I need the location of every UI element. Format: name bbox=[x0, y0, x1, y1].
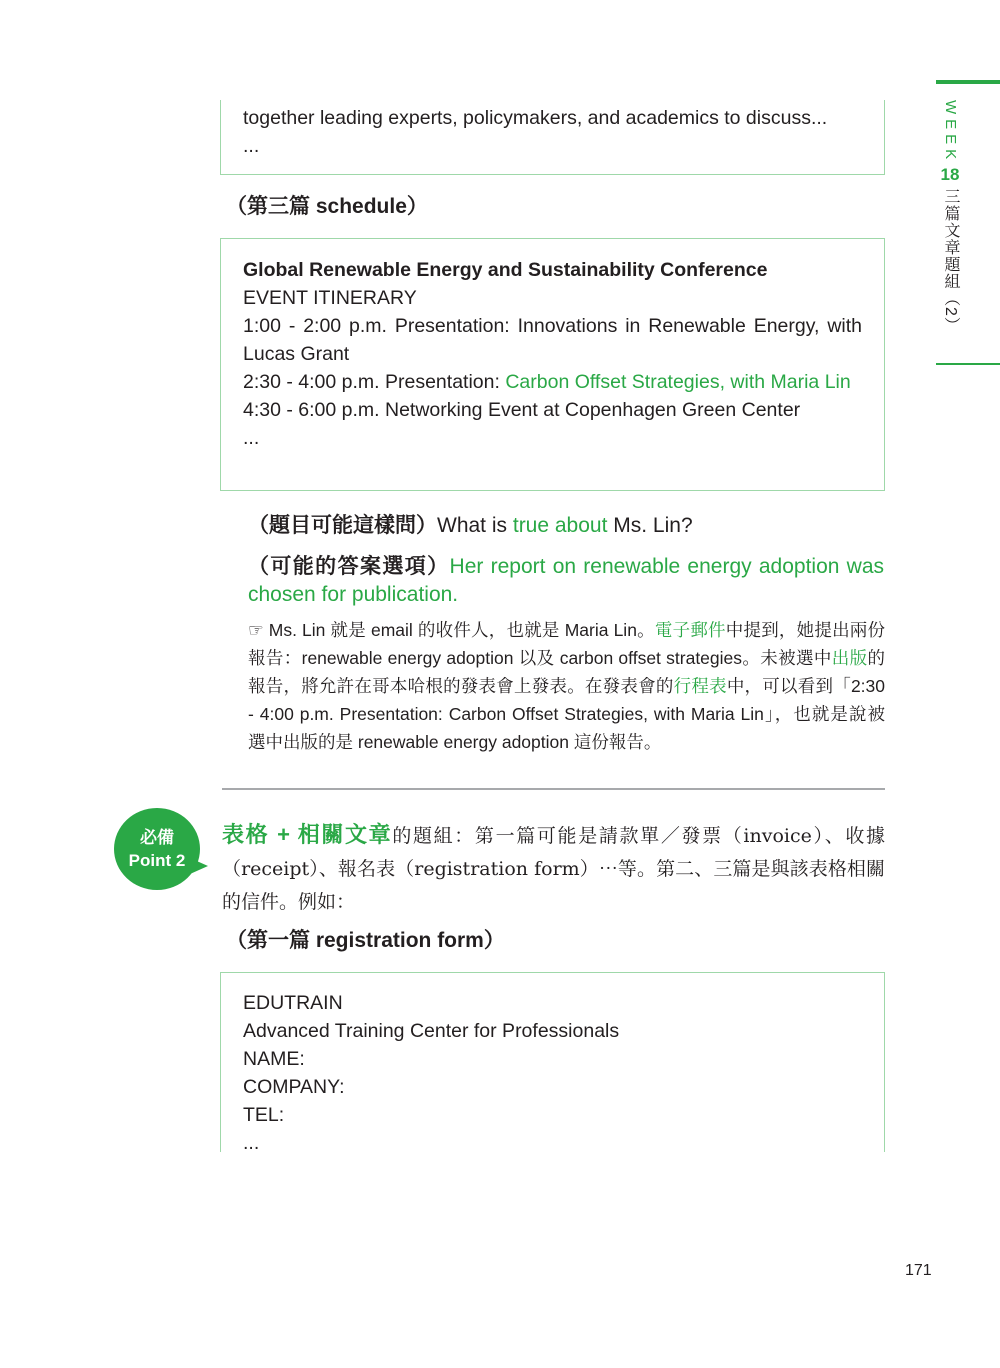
form-line-4: COMPANY: bbox=[243, 1076, 345, 1098]
email-excerpt-box bbox=[220, 100, 885, 175]
point-badge bbox=[114, 808, 200, 890]
form-line-6: ... bbox=[243, 1132, 260, 1154]
sidebar-top-bar bbox=[936, 80, 1000, 84]
answer-line bbox=[248, 553, 884, 609]
question-text-suffix: Ms. Lin? bbox=[607, 514, 693, 537]
answer-text: Her report on renewable energy adoption was chosen for publication. bbox=[248, 555, 885, 606]
registration-form-box bbox=[220, 972, 885, 1152]
form-line-5: TEL: bbox=[243, 1104, 285, 1126]
sidebar-bottom-bar bbox=[936, 363, 1000, 365]
schedule-subtitle: EVENT ITINERARY bbox=[243, 287, 417, 309]
heading-third-passage: （第三篇 schedule） bbox=[226, 195, 428, 218]
explanation-text: 的報告，將允許在哥本哈根的發表會上發表。在發表會的 bbox=[248, 648, 885, 696]
form-line-3: NAME: bbox=[243, 1048, 305, 1070]
explanation-text: 中提到，她提出兩份報告：renewable energy adoption 以及 carbon offset strategies。未被選中 bbox=[248, 620, 886, 668]
explanation-text: 中，可以看到「2:30 - 4:00 p.m. Presentation: Carbon Offset Strategies, with Maria Lin」，也就是說被選中出版的是 renewable energy adoption 這份報告。 bbox=[248, 676, 886, 752]
page-number: 171 bbox=[905, 1262, 932, 1279]
explanation-text: ☞ Ms. Lin 就是 email 的收件人，也就是 Maria Lin。 bbox=[248, 620, 655, 640]
chapter-sidebar bbox=[938, 100, 962, 334]
schedule-item-1: 1:00 - 2:00 p.m. Presentation: Innovations in Renewable Energy, with Lucas Grant bbox=[243, 315, 862, 365]
question-highlight: true about bbox=[512, 514, 608, 537]
badge-line-2: Point 2 bbox=[128, 851, 186, 870]
week-number: 18 bbox=[940, 165, 960, 185]
week-label: WEEK bbox=[942, 100, 959, 165]
form-line-2: Advanced Training Center for Professionals bbox=[243, 1020, 620, 1042]
question-text-prefix: What is bbox=[437, 514, 513, 537]
schedule-item-2 bbox=[243, 368, 862, 396]
point2-text: 的題組：第一篇可能是請款單／發票（invoice）、收據（receipt）、報名表（registration form）⋯等。第二、三篇是與該表格相關的信件。例如： bbox=[222, 825, 885, 913]
schedule-item-2-highlight: Carbon Offset Strategies, with Maria Lin bbox=[505, 371, 851, 393]
section-divider bbox=[222, 788, 885, 790]
question-label: （題目可能這樣問） bbox=[248, 514, 437, 537]
schedule-ellipsis: ... bbox=[243, 427, 260, 449]
explanation-highlight: 行程表 bbox=[673, 676, 727, 696]
chapter-title: 三篇文章題組（2） bbox=[942, 188, 959, 335]
email-line: together leading experts, policymakers, and academics to discuss... bbox=[243, 107, 828, 129]
schedule-item-2-time: 2:30 - 4:00 p.m. Presentation: bbox=[243, 371, 506, 393]
schedule-item-3: 4:30 - 6:00 p.m. Networking Event at Copenhagen Green Center bbox=[243, 399, 801, 421]
heading-first-passage: （第一篇 registration form） bbox=[226, 929, 505, 952]
explanation-highlight: 電子郵件 bbox=[654, 620, 726, 640]
form-line-1: EDUTRAIN bbox=[243, 992, 343, 1014]
point2-highlight: 表格 + 相關文章 bbox=[222, 822, 393, 847]
explanation-paragraph bbox=[248, 616, 885, 756]
answer-label: （可能的答案選項） bbox=[248, 555, 450, 578]
email-ellipsis: ... bbox=[243, 135, 260, 157]
point2-paragraph bbox=[222, 818, 885, 919]
schedule-title: Global Renewable Energy and Sustainability Conference bbox=[243, 259, 768, 281]
badge-line-1: 必備 bbox=[140, 828, 174, 847]
explanation-highlight: 出版 bbox=[831, 648, 868, 668]
schedule-box bbox=[220, 238, 885, 491]
question-line bbox=[248, 512, 693, 540]
